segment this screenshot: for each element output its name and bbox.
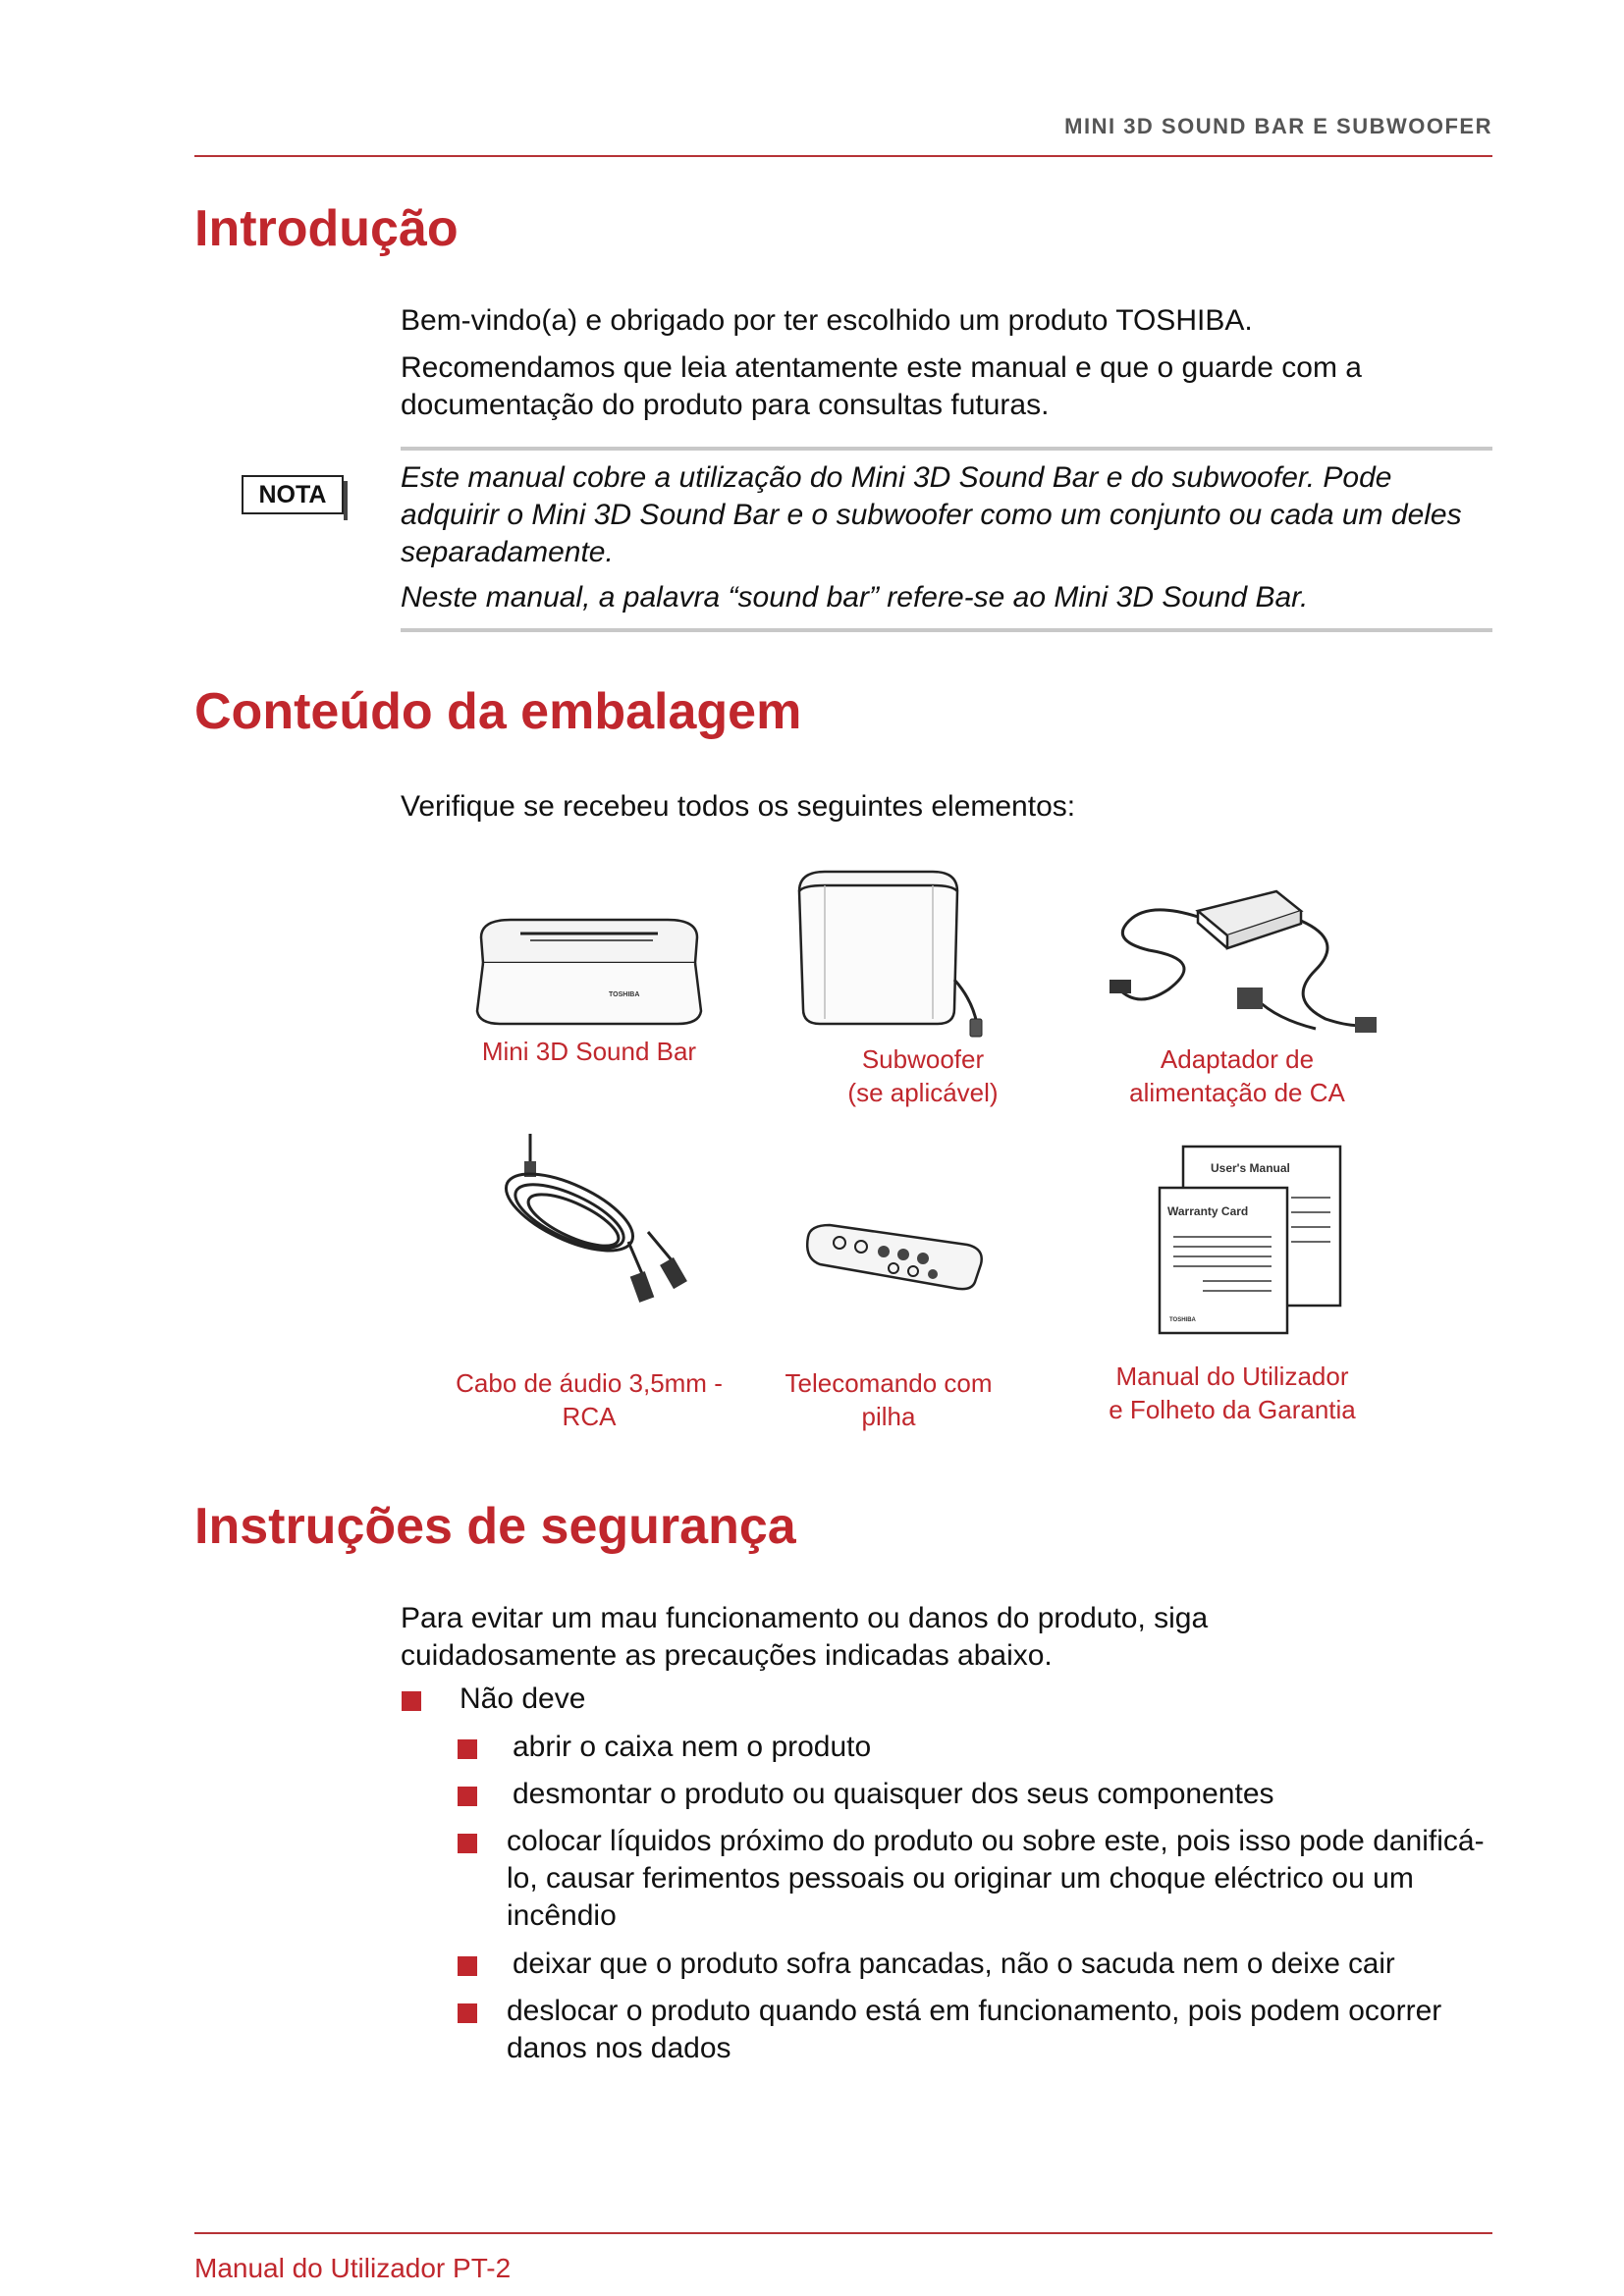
caption-line-2: e Folheto da Garantia [1109, 1395, 1356, 1424]
contents-intro: Verifique se recebeu todos os seguintes elementos: [401, 790, 1076, 823]
contents-heading: Conteúdo da embalagem [194, 683, 802, 740]
safety-main-item: Não deve [460, 1682, 586, 1715]
manual-title: User's Manual [1211, 1161, 1290, 1175]
bullet-square [458, 2003, 477, 2023]
warranty-card-title: Warranty Card [1167, 1204, 1249, 1218]
subwoofer-icon [785, 862, 1001, 1039]
item-caption-manual [1070, 1360, 1394, 1426]
bullet-square [458, 1739, 477, 1759]
note-bottom-rule [401, 628, 1492, 632]
note-top-rule [401, 447, 1492, 451]
item-caption-remote [746, 1366, 1031, 1433]
safety-sub-item-4: deixar que o produto sofra pancadas, não o sacuda nem o deixe cair [513, 1948, 1395, 1980]
safety-sub-item-1: abrir o caixa nem o produto [513, 1731, 872, 1763]
caption-line-2: (se aplicável) [847, 1078, 999, 1107]
remote-control-icon [800, 1217, 987, 1296]
manual-warranty-icon [1144, 1139, 1360, 1335]
caption-line-1: Telecomando com [785, 1368, 993, 1398]
caption-line-2: RCA [562, 1402, 617, 1431]
safety-sub-item-3: colocar líquidos próximo do produto ou sobre este, pois isso pode danificá-lo, causar ferimentos pessoais ou originar um choque eléctrico ou um incêndio [507, 1825, 1485, 1932]
safety-heading: Instruções de segurança [194, 1498, 796, 1555]
safety-sub-item-2: desmontar o produto ou quaisquer dos seus componentes [513, 1778, 1274, 1810]
note-line-2: Neste manual, a palavra “sound bar” refere-se ao Mini 3D Sound Bar. [401, 581, 1309, 614]
item-caption-soundbar [442, 1037, 736, 1066]
page-footer: Manual do Utilizador PT-2 [194, 2253, 512, 2283]
item-caption-cable [437, 1366, 741, 1433]
caption-line-1: Subwoofer [861, 1044, 985, 1074]
note-badge: NOTA [242, 475, 344, 514]
caption-line-2: pilha [861, 1402, 916, 1431]
item-caption-adapter [1090, 1042, 1384, 1109]
caption-line-1: Adaptador de [1160, 1044, 1315, 1074]
ac-adapter-icon [1090, 881, 1384, 1048]
soundbar-brand: TOSHIBA [609, 991, 640, 998]
note-line-1: Este manual cobre a utilização do Mini 3D Sound Bar e do subwoofer. Pode adquirir o Mini 3D Sound Bar e o subwoofer como um conjunto ou cada um deles separadamente. [401, 461, 1462, 568]
bullet-square [458, 1834, 477, 1853]
soundbar-icon [461, 908, 717, 1036]
intro-paragraph-1: Bem-vindo(a) e obrigado por ter escolhido um produto TOSHIBA. [401, 304, 1253, 337]
safety-intro: Para evitar um mau funcionamento ou danos do produto, siga cuidadosamente as precauções indicadas abaixo. [401, 1602, 1209, 1672]
caption-line-1: Manual do Utilizador [1115, 1362, 1349, 1391]
caption-line-1: Cabo de áudio 3,5mm - [456, 1368, 723, 1398]
header-rule [194, 155, 1492, 157]
caption-line-1: Mini 3D Sound Bar [481, 1037, 697, 1066]
bullet-square [458, 1787, 477, 1806]
intro-paragraph-2: Recomendamos que leia atentamente este manual e que o guarde com a documentação do produto para consultas futuras. [401, 351, 1362, 421]
item-caption-subwoofer [785, 1042, 1060, 1109]
caption-line-2: alimentação de CA [1129, 1078, 1345, 1107]
safety-sub-item-5: deslocar o produto quando está em funcionamento, pois podem ocorrer danos nos dados [507, 1995, 1442, 2064]
running-header: MINI 3D SOUND BAR E SUBWOOFER [1064, 114, 1492, 138]
footer-rule [194, 2232, 1492, 2234]
bullet-square [402, 1691, 421, 1711]
manual-brand: TOSHIBA [1169, 1317, 1196, 1323]
intro-heading: Introdução [194, 200, 459, 257]
audio-cable-icon [471, 1134, 707, 1310]
bullet-square [458, 1956, 477, 1976]
